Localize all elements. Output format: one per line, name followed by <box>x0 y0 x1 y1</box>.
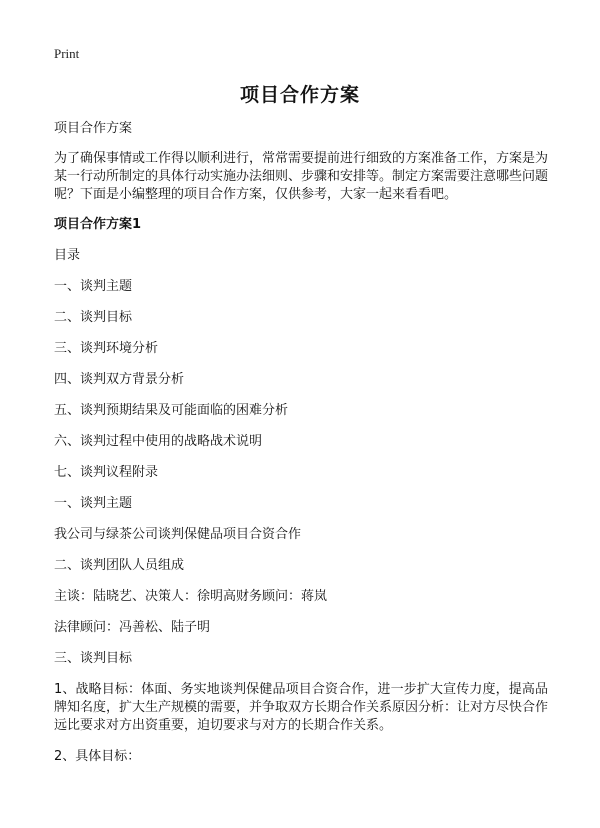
print-link[interactable]: Print <box>54 46 80 61</box>
toc-item: 六、谈判过程中使用的战略战术说明 <box>54 434 263 449</box>
document-body <box>54 120 548 766</box>
document-title: 项目合作方案 <box>239 84 360 106</box>
toc-label: 目录 <box>54 248 81 263</box>
toc-item: 四、谈判双方背景分析 <box>54 372 185 387</box>
section-text: 2、具体目标： <box>54 749 141 764</box>
toc-item: 三、谈判环境分析 <box>54 341 159 356</box>
toc-item: 五、谈判预期结果及可能面临的困难分析 <box>54 403 289 418</box>
section-heading: 二、谈判团队人员组成 <box>54 558 185 573</box>
section-heading: 三、谈判目标 <box>54 651 133 666</box>
section-text: 我公司与绿茶公司谈判保健品项目合资合作 <box>54 527 302 542</box>
section-text: 法律顾问：冯善松、陆子明 <box>54 620 211 635</box>
document-subtitle: 项目合作方案 <box>54 121 133 136</box>
section-heading: 一、谈判主题 <box>54 496 133 511</box>
table-of-contents <box>54 278 548 482</box>
intro-paragraph: 为了确保事情或工作得以顺利进行，常常需要提前进行细致的方案准备工作，方案是为某一行动所制定的具体行动实施办法细则、步骤和安排等。制定方案需要注意哪些问题呢？下面是小编整理的项目合作方案，仅供参考，大家一起来看看吧。 <box>54 151 549 202</box>
section-paragraph: 1、战略目标：体面、务实地谈判保健品项目合资合作，进一步扩大宣传力度，提高品牌知名度，扩大生产规模的需要，并争取双方长期合作关系原因分析：让对方尽快合作远比要求对方出资重要，迫切要求与对方的长期合作关系。 <box>54 682 549 733</box>
section-title: 项目合作方案1 <box>54 217 142 232</box>
section-text: 主谈：陆晓艺、决策人：徐明高财务顾问：蒋岚 <box>54 589 328 604</box>
toc-item: 七、谈判议程附录 <box>54 465 159 480</box>
toc-item: 一、谈判主题 <box>54 279 133 294</box>
toc-item: 二、谈判目标 <box>54 310 133 325</box>
